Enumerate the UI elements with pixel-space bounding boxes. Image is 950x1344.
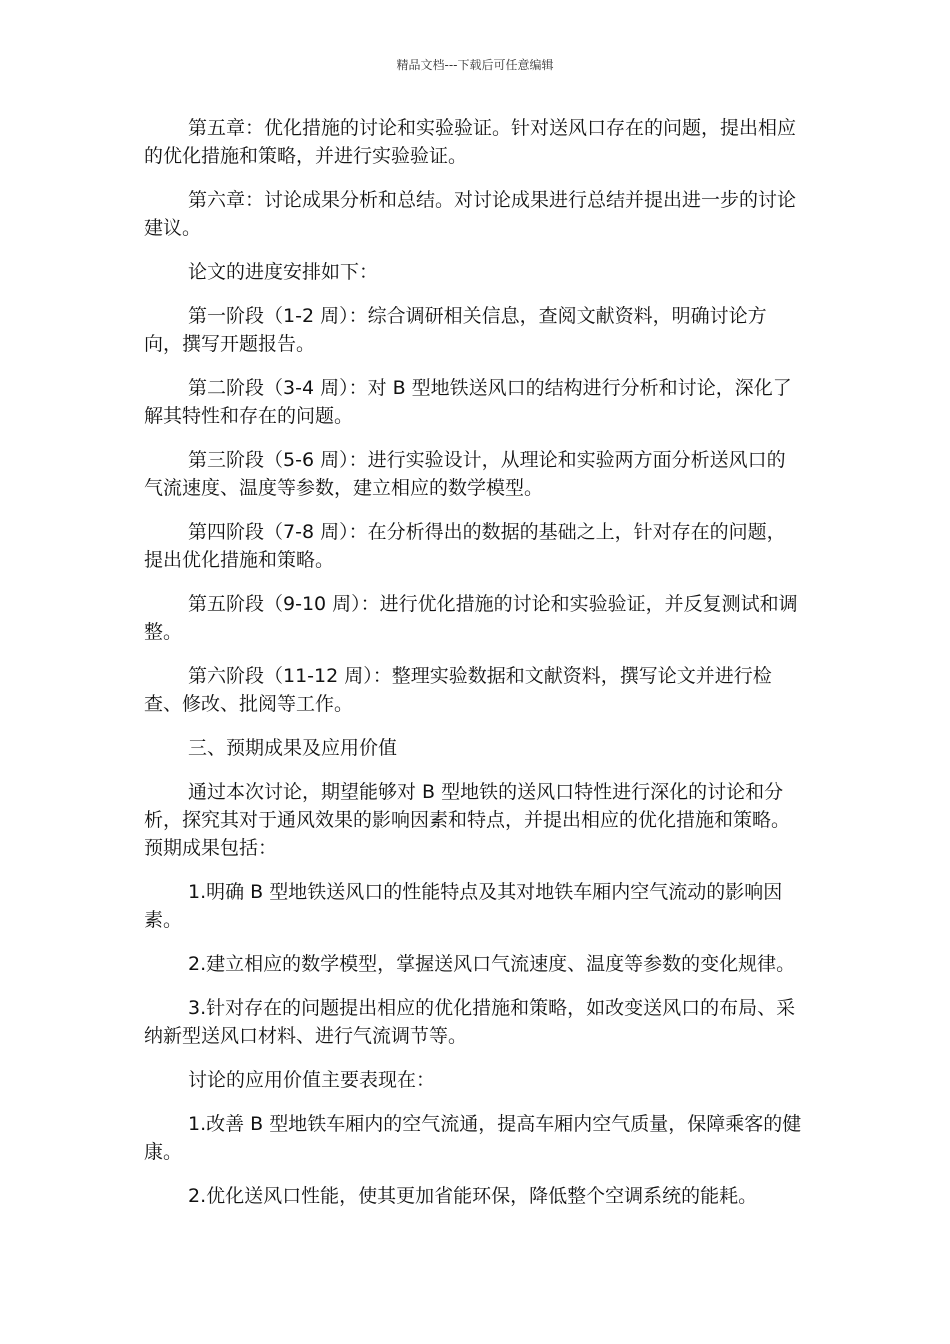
paragraph-chapter-6: 第六章：讨论成果分析和总结。对讨论成果进行总结并提出进一步的讨论建议。	[144, 189, 797, 239]
paragraph-value-1: 1.改善 B 型地铁车厢内的空气流通，提高车厢内空气质量，保障乘客的健康。	[144, 1113, 802, 1163]
paragraph-stage-4: 第四阶段（7-8 周）：在分析得出的数据的基础之上，针对存在的问题，提出优化措施和策略。	[144, 521, 786, 571]
paragraph-expected-intro: 通过本次讨论，期望能够对 B 型地铁的送风口特性进行深化的讨论和分析，探究其对于通风效果的影响因素和特点，并提出相应的优化措施和策略。预期成果包括：	[144, 781, 791, 859]
paragraph-result-1: 1.明确 B 型地铁送风口的性能特点及其对地铁车厢内空气流动的影响因素。	[144, 881, 783, 931]
paragraph-stage-2: 第二阶段（3-4 周）：对 B 型地铁送风口的结构进行分析和讨论，深化了解其特性和存在的问题。	[144, 377, 792, 427]
paragraph-stage-6: 第六阶段（11-12 周）：整理实验数据和文献资料，撰写论文并进行检查、修改、批阅等工作。	[144, 665, 772, 715]
paragraph-stage-1: 第一阶段（1-2 周）：综合调研相关信息，查阅文献资料，明确讨论方向，撰写开题报告。	[144, 305, 767, 355]
paragraph-value-intro: 讨论的应用价值主要表现在：	[188, 1069, 436, 1091]
paragraph-stage-3: 第三阶段（5-6 周）：进行实验设计，从理论和实验两方面分析送风口的气流速度、温度等参数，建立相应的数学模型。	[144, 449, 786, 499]
document-body	[144, 114, 804, 1226]
paragraph-stage-5: 第五阶段（9-10 周）：进行优化措施的讨论和实验验证，并反复测试和调整。	[144, 593, 798, 643]
paragraph-schedule-intro: 论文的进度安排如下：	[188, 261, 379, 283]
paragraph-result-2: 2.建立相应的数学模型，掌握送风口气流速度、温度等参数的变化规律。	[188, 953, 796, 975]
paragraph-result-3: 3.针对存在的问题提出相应的优化措施和策略，如改变送风口的布局、采纳新型送风口材料、进行气流调节等。	[144, 997, 796, 1047]
page-header: 精品文档---下载后可任意编辑	[396, 58, 554, 72]
paragraph-value-2: 2.优化送风口性能，使其更加省能环保，降低整个空调系统的能耗。	[188, 1185, 758, 1207]
paragraph-chapter-5: 第五章：优化措施的讨论和实验验证。针对送风口存在的问题，提出相应的优化措施和策略，并进行实验验证。	[144, 117, 797, 167]
section-heading-expected-results: 三、预期成果及应用价值	[188, 737, 398, 759]
